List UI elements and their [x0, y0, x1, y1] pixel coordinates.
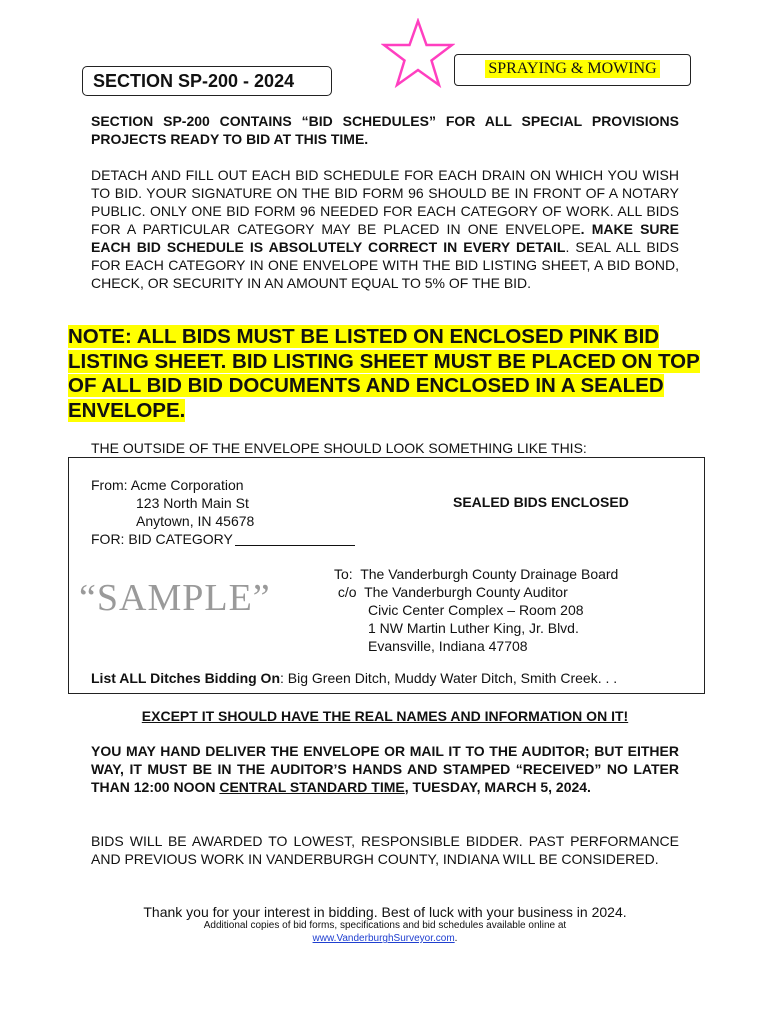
website-suffix: .: [454, 933, 458, 944]
category-label-box: [454, 54, 691, 86]
to-line3: Civic Center Complex – Room 208: [368, 602, 584, 618]
to-line2: The Vanderburgh County Auditor: [364, 584, 568, 600]
ditches-value: : Big Green Ditch, Muddy Water Ditch, Smith Creek. . .: [280, 670, 618, 686]
additional-copies-text: Additional copies of bid forms, specifications and bid schedules available online at: [203, 920, 567, 931]
instructions-text-end: . SEAL ALL BIDS FOR EACH CATEGORY IN ONE ENVELOPE WITH THE BID LISTING SHEET, A BID BOND, CHECK, OR SECURITY IN AN AMOUNT EQUAL TO 5% OF THE BID.: [91, 239, 680, 291]
award-paragraph: BIDS WILL BE AWARDED TO LOWEST, RESPONSIBLE BIDDER. PAST PERFORMANCE AND PREVIOUS WORK IN VANDERBURGH COUNTY, INDIANA WILL BE CONSIDERED.: [91, 833, 679, 867]
star-icon: [381, 18, 455, 92]
delivery-paragraph: [91, 742, 679, 796]
sealed-bids-label: SEALED BIDS ENCLOSED: [453, 494, 629, 510]
from-label: From:: [91, 477, 128, 493]
bid-category-label: FOR: BID CATEGORY: [91, 531, 233, 547]
star-outline: [384, 21, 452, 85]
thanks-text: Thank you for your interest in bidding. Best of luck with your business in 2024.: [143, 904, 627, 920]
to-address: [334, 565, 618, 655]
note-text: NOTE: ALL BIDS MUST BE LISTED ON ENCLOSED PINK BID LISTING SHEET. BID LISTING SHEET MUST BE PLACED ON TOP OF ALL BID BID DOCUMENTS AND ENCLOSED IN A SEALED ENVELOPE.: [68, 325, 700, 422]
to-label: To:: [334, 566, 353, 582]
ditches-label: List ALL Ditches Bidding On: [91, 670, 280, 686]
envelope-intro: THE OUTSIDE OF THE ENVELOPE SHOULD LOOK SOMETHING LIKE THIS:: [91, 440, 587, 456]
delivery-text: YOU MAY HAND DELIVER THE ENVELOPE OR MAIL IT TO THE AUDITOR; BUT EITHER WAY, IT MUST BE IN THE AUDITOR’S HANDS AND STAMPED “RECEIVED” NO LATER THAN 12:00 NOON: [91, 743, 679, 795]
website-link[interactable]: www.VanderburghSurveyor.com: [312, 933, 455, 944]
bid-category-blank: [235, 531, 355, 546]
delivery-date: , TUESDAY, MARCH 5, 2024.: [404, 779, 591, 795]
from-city: Anytown, IN 45678: [136, 513, 255, 529]
co-label: c/o: [337, 584, 357, 600]
sample-envelope: [68, 457, 705, 694]
except-notice: EXCEPT IT SHOULD HAVE THE REAL NAMES AND INFORMATION ON IT!: [141, 708, 629, 724]
category-label: SPRAYING & MOWING: [485, 60, 659, 78]
to-line4: 1 NW Martin Luther King, Jr. Blvd.: [368, 620, 579, 636]
note-highlight: [68, 325, 708, 423]
instructions-paragraph: [91, 166, 679, 292]
instructions-bold-text: . MAKE SURE EACH BID SCHEDULE IS ABSOLUTELY CORRECT IN EVERY DETAIL: [91, 221, 679, 255]
ditches-list: [91, 670, 617, 686]
instructions-text: DETACH AND FILL OUT EACH BID SCHEDULE FOR EACH DRAIN ON WHICH YOU WISH TO BID. YOUR SIGNATURE ON THE BID FORM 96 SHOULD BE IN FRONT OF A NOTARY PUBLIC. ONLY ONE BID FORM 96 NEEDED FOR EACH CATEGORY OF WORK. ALL BIDS FOR A PARTICULAR CATEGORY MAY BE PLACED IN ONE ENVELOPE: [91, 167, 679, 237]
section-title: SECTION SP-200 - 2024: [82, 66, 332, 96]
from-address: [91, 476, 355, 548]
to-line1: The Vanderburgh County Drainage Board: [360, 566, 619, 582]
delivery-underlined: CENTRAL STANDARD TIME: [219, 779, 405, 795]
website-line: [0, 933, 770, 944]
sample-watermark: “SAMPLE”: [79, 577, 271, 619]
from-street: 123 North Main St: [136, 495, 249, 511]
intro-paragraph: SECTION SP-200 CONTAINS “BID SCHEDULES” FOR ALL SPECIAL PROVISIONS PROJECTS READY TO BID AT THIS TIME.: [91, 113, 679, 147]
from-name: Acme Corporation: [130, 477, 244, 493]
to-line5: Evansville, Indiana 47708: [368, 638, 528, 654]
